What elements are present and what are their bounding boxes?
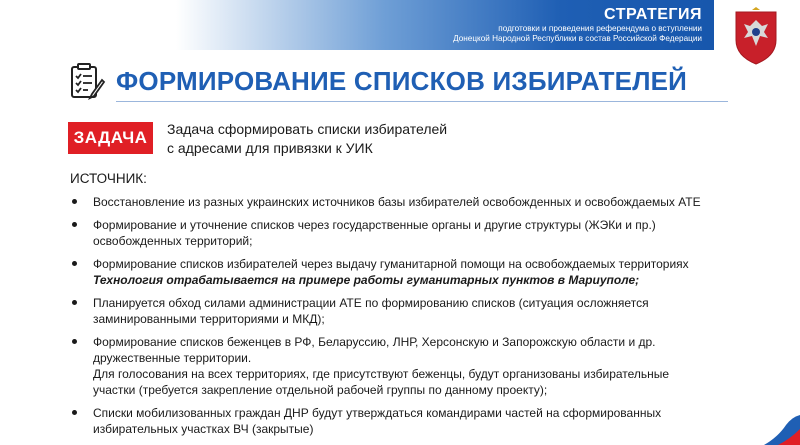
list-item-text: участки (требуется закрепление отдельной рабочей группы по данному проекту);: [93, 383, 548, 397]
title-divider: [116, 101, 728, 102]
header-banner: [0, 0, 800, 50]
task-description: [167, 120, 587, 158]
title-row: [66, 62, 736, 104]
coat-of-arms-icon: [730, 6, 782, 66]
list-item: [70, 194, 750, 210]
list-item-text: Формирование списков избирателей через выдачу гуманитарной помощи на освобождаемых территориях: [93, 257, 689, 271]
task-badge: ЗАДАЧА: [68, 122, 153, 154]
source-list: [70, 194, 750, 444]
page-title: ФОРМИРОВАНИЕ СПИСКОВ ИЗБИРАТЕЛЕЙ: [116, 66, 688, 96]
header-text: [453, 6, 702, 44]
strategy-subtitle-line2: Донецкой Народной Республики в состав Российской Федерации: [453, 34, 702, 43]
bullet-icon: [72, 199, 77, 204]
task-text-line2: с адресами для привязки к УИК: [167, 140, 373, 156]
list-item-text: Планируется обход силами администрации АТЕ по формированию списков (ситуация осложняется: [93, 296, 649, 310]
list-item-text: заминированными территориями и МКД);: [93, 312, 325, 326]
bullet-icon: [72, 222, 77, 227]
list-item: [70, 334, 750, 398]
list-item-text: Формирование списков беженцев в РФ, Беларуссию, ЛНР, Херсонскую и Запорожскую области и др.: [93, 335, 656, 349]
bullet-icon: [72, 339, 77, 344]
list-item: [70, 217, 750, 249]
strategy-subtitle-line1: подготовки и проведения референдума о вступлении: [498, 24, 702, 33]
strategy-title: СТРАТЕГИЯ: [604, 6, 702, 23]
list-item-text: Списки мобилизованных граждан ДНР будут утверждаться командирами частей на сформированных: [93, 406, 662, 420]
list-item-text: избирательных участках ВЧ (закрытые): [93, 422, 314, 436]
bullet-icon: [72, 261, 77, 266]
list-item-text: освобожденных территорий;: [93, 234, 253, 248]
checklist-icon: [66, 62, 106, 102]
list-item-text: Для голосования на всех территориях, где присутствуют беженцы, будут организованы избирательные: [93, 367, 670, 381]
task-text-line1: Задача сформировать списки избирателей: [167, 121, 448, 137]
list-item-emphasis: Технология отрабатывается на примере работы гуманитарных пунктов в Мариуполе;: [93, 273, 640, 287]
corner-decoration: [764, 415, 800, 445]
list-item: [70, 295, 750, 327]
list-item-text: Формирование и уточнение списков через государственные органы и другие структуры (ЖЭКи и пр.): [93, 218, 656, 232]
list-item-text: Восстановление из разных украинских источников базы избирателей освобожденных и освобождаемых АТЕ: [93, 195, 701, 209]
list-item-text: дружественные территории.: [93, 351, 252, 365]
source-label: ИСТОЧНИК:: [70, 171, 147, 186]
list-item: [70, 405, 750, 437]
bullet-icon: [72, 300, 77, 305]
page-number: 4: [786, 412, 792, 423]
list-item: [70, 256, 750, 288]
bullet-icon: [72, 410, 77, 415]
